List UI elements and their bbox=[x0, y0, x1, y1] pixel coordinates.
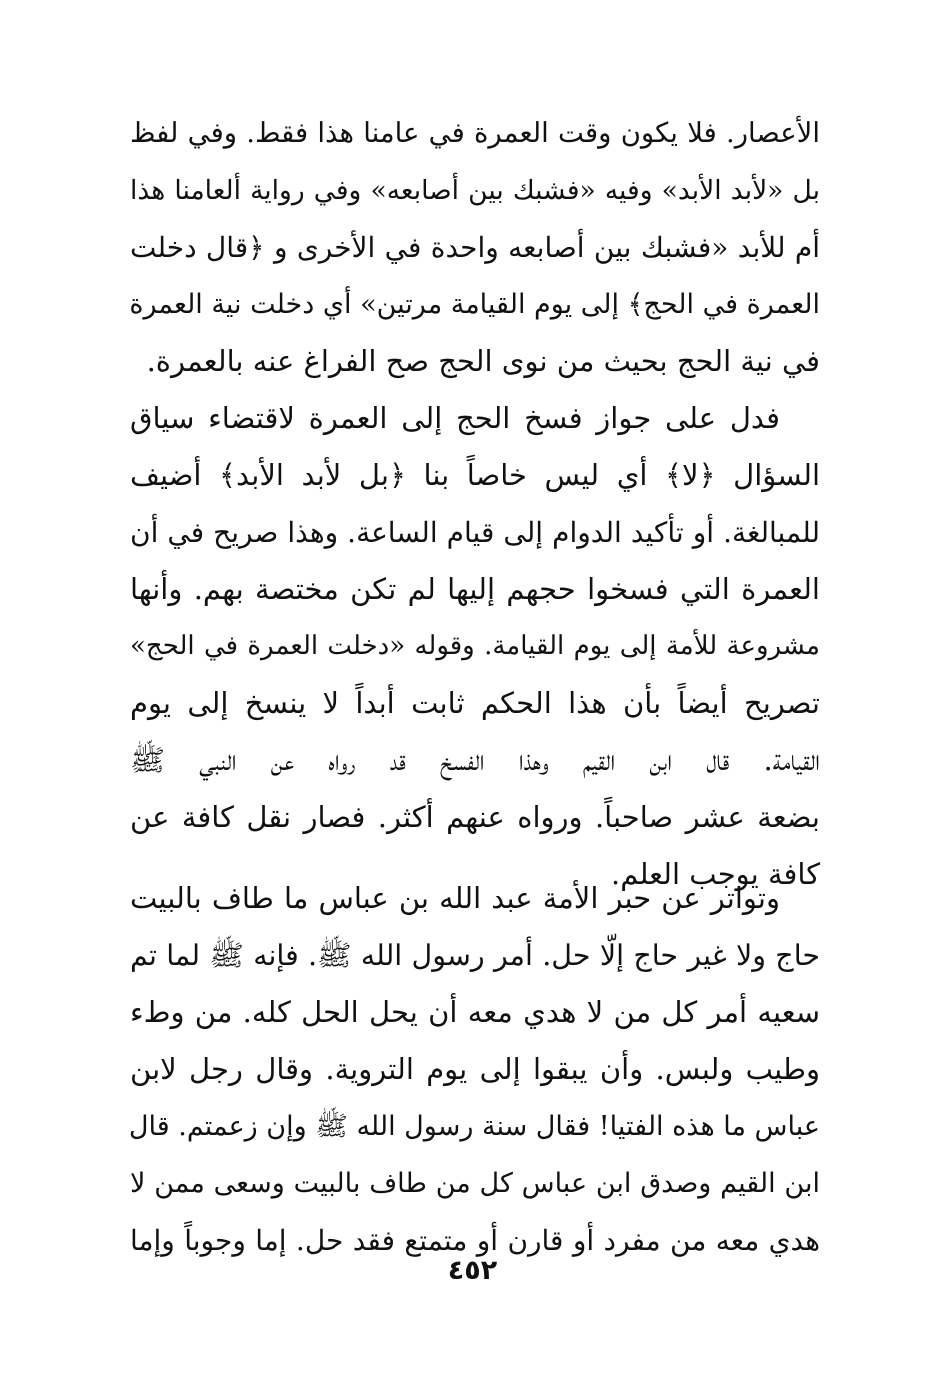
text-line: العمرة التي فسخوا حجهم إليها لم تكن مختصة بهم. وأنها bbox=[130, 572, 820, 606]
text-line: أم للأبد «فشبك بين أصابعه واحدة في الأخرى و ﴿قال دخلت bbox=[130, 231, 820, 264]
text-line: وطيب ولبس. وأن يبقوا إلى يوم التروية. وقال رجل لابن bbox=[130, 1052, 820, 1086]
text-line: مشروعة للأمة إلى يوم القيامة. وقوله «دخلت العمرة في الحج» bbox=[130, 631, 820, 661]
text-line: ابن القيم وصدق ابن عباس كل من طاف بالبيت وسعى ممن لا bbox=[130, 1168, 820, 1199]
text-line: في نية الحج بحيث من نوى الحج صح الفراغ عنه بالعمرة. bbox=[146, 344, 820, 378]
text-line: العمرة في الحج﴾ إلى يوم القيامة مرتين» أي دخلت نية العمرة bbox=[129, 289, 820, 320]
text-line: الأعصار. فلا يكون وقت العمرة في عامنا هذا فقط. وفي لفظ bbox=[130, 117, 820, 149]
text-line: كافة يوجب العلم. bbox=[611, 857, 820, 891]
text-line: وتواتر عن حبر الأمة عبد الله بن عباس ما طاف بالبيت bbox=[130, 881, 780, 915]
text-line: عباس ما هذه الفتيا! فقال سنة رسول الله ﷺ وإن زعمتم. قال bbox=[128, 1111, 820, 1142]
text-line: السؤال ﴿لا﴾ أي ليس خاصاً بنا ﴿بل لأبد الأبد﴾ أضيف bbox=[130, 458, 820, 492]
text-line: هدي معه من مفرد أو قارن أو متمتع فقد حل. إما وجوباً وإما bbox=[130, 1224, 820, 1257]
text-line: للمبالغة. أو تأكيد الدوام إلى قيام الساعة. وهذا صريح في أن bbox=[130, 516, 820, 549]
text-line: بضعة عشر صاحباً. ورواه عنهم أكثر. فصار نقل كافة عن bbox=[130, 800, 820, 834]
paragraph-2 bbox=[130, 390, 820, 903]
paragraph-3 bbox=[130, 870, 820, 1269]
text-line: حاج ولا غير حاج إلّا حل. أمر رسول الله ﷺ. فإنه ﷺ لما تم bbox=[130, 939, 820, 972]
text-line: سعيه أمر كل من لا هدي معه أن يحل الحل كله. من وطء bbox=[130, 995, 820, 1029]
page-number: ٤٥٢ bbox=[447, 1255, 498, 1286]
text-line: القيامة. قال ابن القيم وهذا الفسخ قد رواه عن النبي ﷺ bbox=[130, 743, 820, 777]
paragraph-1 bbox=[130, 105, 820, 390]
text-line: فدل على جواز فسخ الحج إلى العمرة لاقتضاء سياق bbox=[130, 401, 780, 435]
text-line: بل «لأبد الأبد» وفيه «فشبك بين أصابعه» وفي رواية ألعامنا هذا bbox=[130, 175, 820, 206]
text-line: تصريح أيضاً بأن هذا الحكم ثابت أبداً لا ينسخ إلى يوم bbox=[130, 686, 820, 720]
